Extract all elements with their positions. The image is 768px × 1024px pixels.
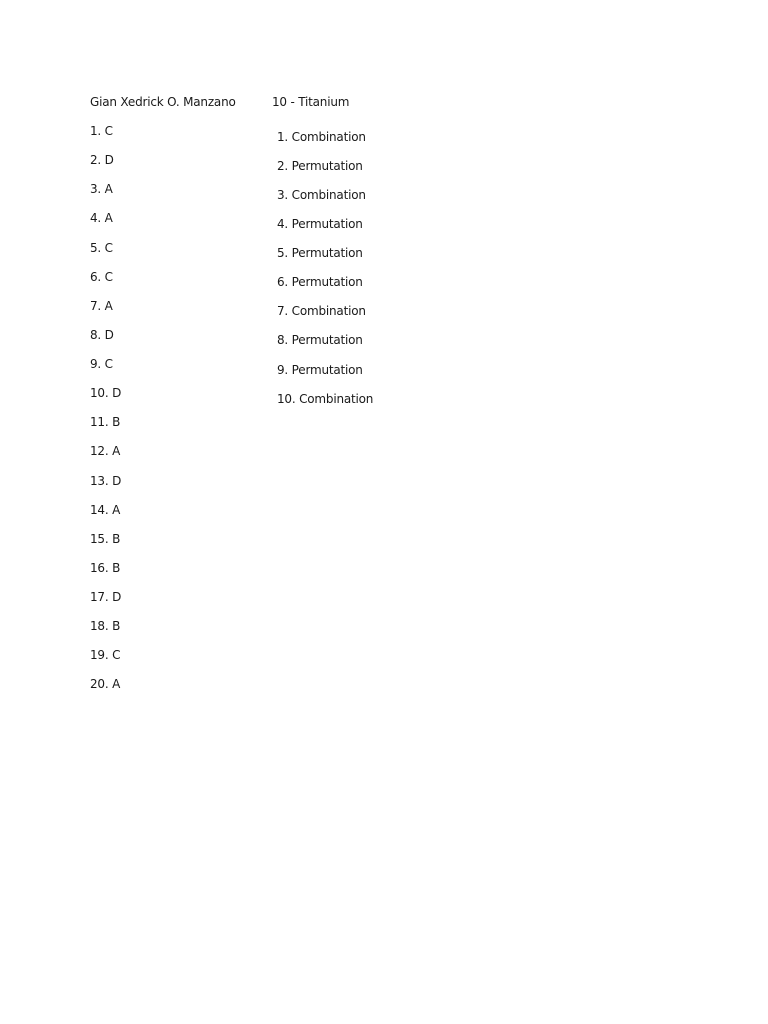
list-item: 10. Combination bbox=[277, 392, 374, 406]
list-item: 16. B bbox=[90, 561, 121, 575]
section-label: 10 - Titanium bbox=[272, 95, 350, 109]
list-item: 9. C bbox=[90, 357, 113, 371]
list-item: 2. D bbox=[90, 153, 114, 167]
list-item: 8. Permutation bbox=[277, 333, 363, 347]
list-item: 19. C bbox=[90, 648, 121, 662]
list-item: 6. C bbox=[90, 270, 113, 284]
list-item: 5. Permutation bbox=[277, 246, 363, 260]
list-item: 9. Permutation bbox=[277, 363, 363, 377]
list-item: 11. B bbox=[90, 415, 121, 429]
list-item: 6. Permutation bbox=[277, 275, 363, 289]
list-item: 18. B bbox=[90, 619, 121, 633]
list-item: 14. A bbox=[90, 503, 121, 517]
list-item: 4. A bbox=[90, 211, 113, 225]
list-item: 7. A bbox=[90, 299, 113, 313]
list-item: 8. D bbox=[90, 328, 114, 342]
list-item: 20. A bbox=[90, 677, 121, 691]
student-name: Gian Xedrick O. Manzano bbox=[90, 95, 236, 109]
list-item: 10. D bbox=[90, 386, 122, 400]
list-item: 12. A bbox=[90, 444, 121, 458]
list-item: 1. C bbox=[90, 124, 113, 138]
list-item: 7. Combination bbox=[277, 304, 366, 318]
list-item: 1. Combination bbox=[277, 130, 366, 144]
list-item: 15. B bbox=[90, 532, 121, 546]
list-item: 5. C bbox=[90, 241, 113, 255]
list-item: 4. Permutation bbox=[277, 217, 363, 231]
list-item: 3. A bbox=[90, 182, 113, 196]
list-item: 13. D bbox=[90, 474, 122, 488]
list-item: 3. Combination bbox=[277, 188, 366, 202]
list-item: 2. Permutation bbox=[277, 159, 363, 173]
list-item: 17. D bbox=[90, 590, 122, 604]
